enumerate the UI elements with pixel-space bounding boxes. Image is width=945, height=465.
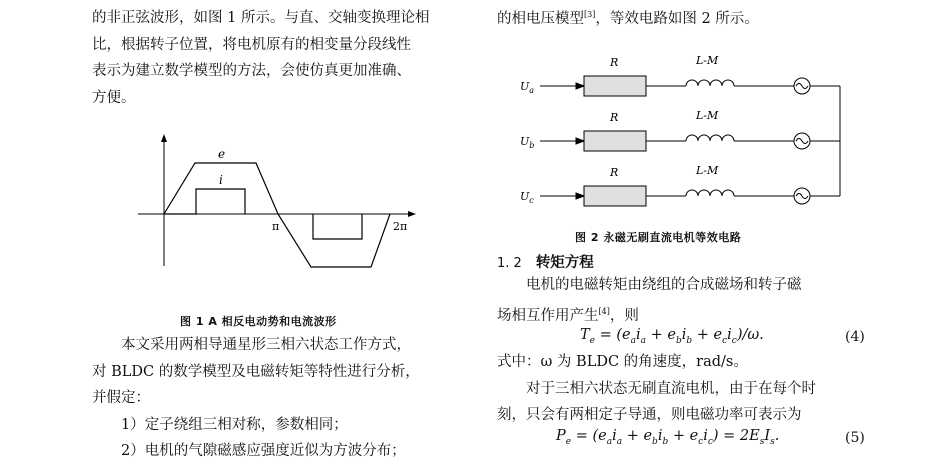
inductor-label-b: L-M [696, 109, 719, 122]
input-label-b: $U_b$ [520, 135, 535, 150]
right-para-1 [497, 272, 873, 329]
text-line: 方便。 [92, 89, 136, 106]
text-line: 对 BLDC 的数学模型及电磁转矩等特性进行分析， [92, 363, 420, 380]
text-line: 场相互作用产生[4]，则 [497, 306, 639, 324]
text-line: 并假定： [92, 390, 150, 406]
assumption-2: 2）电机的气隙磁感应强度近似为方波分布； [121, 443, 406, 459]
right-para-2 [497, 349, 873, 429]
label-2pi: 2π [393, 220, 408, 233]
inductor-label-a: L-M [696, 54, 719, 67]
text-line: 刻，只会有两相定子导通，则电磁功率可表示为 [497, 407, 802, 423]
equation-4-number: (4) [845, 329, 865, 345]
text-line: 比，根据转子位置，将电机原有的相变量分段线性 [92, 36, 411, 53]
equation-5-number: (5) [845, 430, 865, 446]
branch-a [540, 76, 840, 96]
left-top-paragraph [92, 5, 464, 111]
right-top-line: 的相电压模型[3]，等效电路如图 2 所示。 [497, 10, 759, 27]
where-line: 式中：ω 为 BLDC 的角速度，rad/s。 [497, 354, 748, 370]
text-line: 的非正弦波形，如图 1 所示。与直、交轴变换理论相 [92, 10, 430, 26]
inductor-label-c: L-M [696, 164, 719, 177]
resistor-label-b: R [610, 111, 619, 124]
left-para-2 [92, 332, 464, 465]
text-line: 本文采用两相导通星形三相六状态工作方式， [121, 337, 411, 353]
figure-2-circuit [510, 48, 870, 208]
figure-1-caption: 图 1 A 相反电动势和电流波形 [180, 315, 337, 328]
branch-c [540, 186, 840, 206]
resistor-label-c: R [610, 166, 619, 179]
section-title: 转矩方程 [535, 255, 594, 271]
label-e: e [218, 147, 226, 161]
equation-4: $T_e = (e_ai_a + e_bi_b + e_ci_c)/\omega$. [580, 327, 764, 346]
branch-b [540, 131, 840, 151]
label-pi: π [272, 220, 280, 233]
section-number: 1. 2 [497, 256, 522, 271]
section-heading [497, 251, 594, 272]
input-label-a: $U_a$ [520, 80, 535, 95]
text-line: 电机的电磁转矩由绕组的合成磁场和转子磁 [526, 277, 802, 293]
figure-2-caption: 图 2 永磁无刷直流电机等效电路 [575, 231, 742, 244]
figure-1-waveform [120, 128, 420, 278]
text-line: 表示为建立数学模型的方法，会使仿真更加准确、 [92, 63, 411, 79]
text-line: 对于三相六状态无刷直流电机，由于在每个时 [526, 380, 816, 397]
equation-5: $P_e = (e_ai_a + e_bi_b + e_ci_c) = 2E_sI_s$. [556, 428, 780, 447]
resistor-label-a: R [610, 56, 619, 69]
assumption-1: 1）定子绕组三相对称，参数相同； [121, 416, 348, 433]
input-label-c: $U_c$ [520, 190, 534, 205]
label-i: i [219, 173, 223, 187]
